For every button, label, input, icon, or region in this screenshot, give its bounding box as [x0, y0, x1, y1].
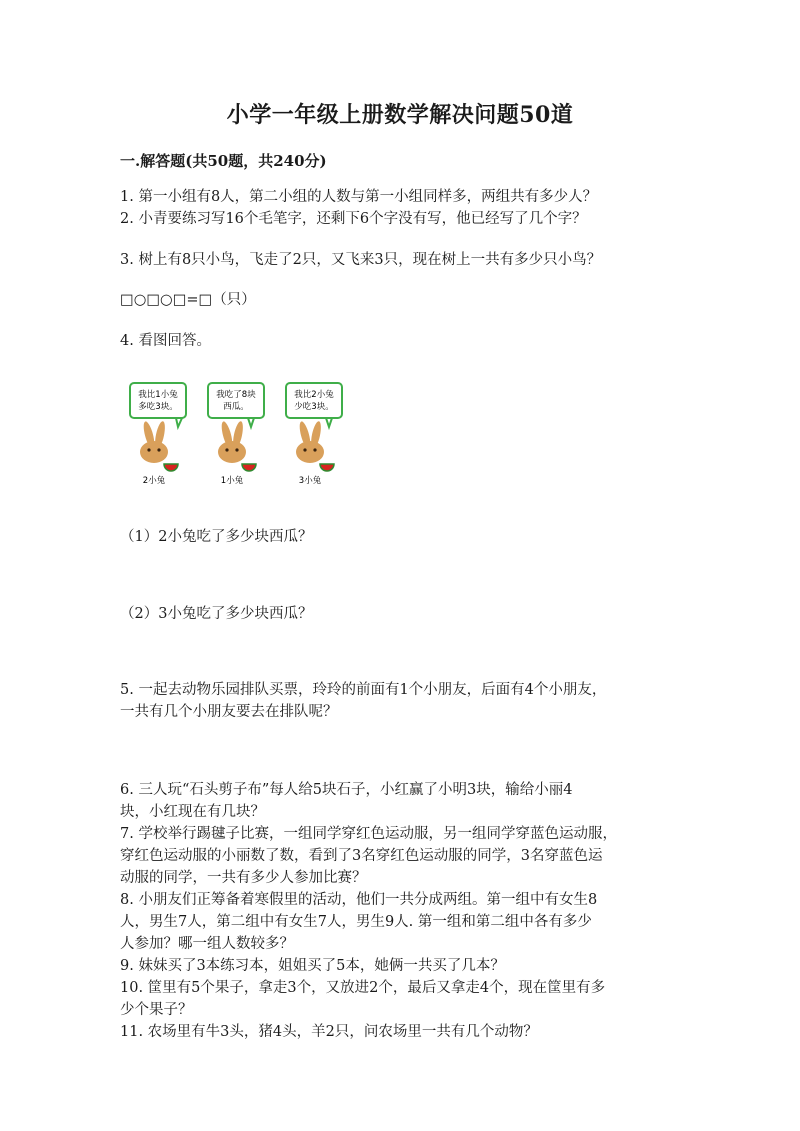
- question-3-formula: □○□○□=□（只）: [120, 292, 256, 308]
- question-6-line-2: 块，小红现在有几块？: [120, 804, 265, 820]
- question-8-line-2: 人，男生7人，第二组中有女生7人，男生9人. 第一组和第二组中各有多少: [120, 914, 592, 930]
- question-4-sub-2: （2）3小兔吃了多少块西瓜？: [120, 606, 313, 622]
- question-4-sub-1: （1）2小兔吃了多少块西瓜？: [120, 529, 313, 545]
- rabbit-label-3: 3小兔: [298, 476, 322, 486]
- watermelon-slice: [242, 464, 256, 471]
- question-10-line-2: 少个果子？: [120, 1002, 193, 1018]
- question-7-line-2: 穿红色运动服的小丽数了数，看到了3名穿红色运动服的同学，3名穿蓝色运: [120, 848, 603, 864]
- bubble-text: 西瓜。: [223, 402, 249, 412]
- rabbit-head: [140, 441, 168, 463]
- rabbit-label-2: 2小兔: [142, 476, 166, 486]
- question-8-line-3: 人参加？哪一组人数较多？: [120, 936, 294, 952]
- question-5-line-1: 5. 一起去动物乐园排队买票，玲玲的前面有1个小朋友，后面有4个小朋友，: [120, 682, 607, 698]
- rabbit-2: [130, 383, 186, 486]
- question-2: 2. 小青要练习写16个毛笔字，还剩下6个字没有写，他已经写了几个字？: [120, 211, 587, 227]
- question-8-line-1: 8. 小朋友们正筹备着寒假里的活动，他们一共分成两组。第一组中有女生8: [120, 892, 598, 908]
- speech-bubble-tail: [176, 418, 182, 427]
- question-7-line-1: 7. 学校举行踢毽子比赛，一组同学穿红色运动服，另一组同学穿蓝色运动服，: [120, 826, 617, 842]
- rabbit-1: [208, 383, 264, 486]
- page-title: 小学一年级上册数学解决问题50道: [226, 102, 574, 128]
- question-6-line-1: 6. 三人玩“石头剪子布”每人给5块石子，小红赢了小明3块，输给小丽4: [120, 782, 573, 798]
- question-11: 11. 农场里有牛3头，猪4头，羊2只，问农场里一共有几个动物？: [120, 1024, 538, 1040]
- speech-bubble-1: [208, 383, 264, 418]
- rabbit-label-1: 1小兔: [220, 476, 244, 486]
- rabbit-illustration: [126, 380, 356, 490]
- watermelon-slice: [164, 464, 178, 471]
- rabbit-3: [286, 383, 342, 486]
- speech-bubble-3: [286, 383, 342, 418]
- bubble-text: 多吃3块。: [138, 402, 178, 412]
- bubble-text: 少吃3块。: [294, 402, 334, 412]
- question-7-line-3: 动服的同学，一共有多少人参加比赛？: [120, 870, 367, 886]
- question-5-line-2: 一共有几个小朋友要去在排队呢？: [120, 704, 338, 720]
- watermelon-slice: [320, 464, 334, 471]
- question-3: 3. 树上有8只小鸟，飞走了2只，又飞来3只，现在树上一共有多少只小鸟？: [120, 252, 602, 268]
- question-1: 1. 第一小组有8人，第二小组的人数与第一小组同样多，两组共有多少人？: [120, 189, 598, 205]
- question-10-line-1: 10. 筐里有5个果子，拿走3个，又放进2个，最后又拿走4个，现在筐里有多: [120, 980, 606, 996]
- question-9: 9. 妹妹买了3本练习本，姐姐买了5本，她俩一共买了几本？: [120, 958, 505, 974]
- bubble-text: 我比2小兔: [294, 390, 334, 400]
- question-4: 4. 看图回答。: [120, 333, 211, 349]
- bubble-text: 我吃了8块: [216, 390, 256, 400]
- section-heading: 一.解答题(共50题，共240分): [120, 152, 327, 170]
- speech-bubble-2: [130, 383, 186, 418]
- bubble-text: 我比1小兔: [138, 390, 178, 400]
